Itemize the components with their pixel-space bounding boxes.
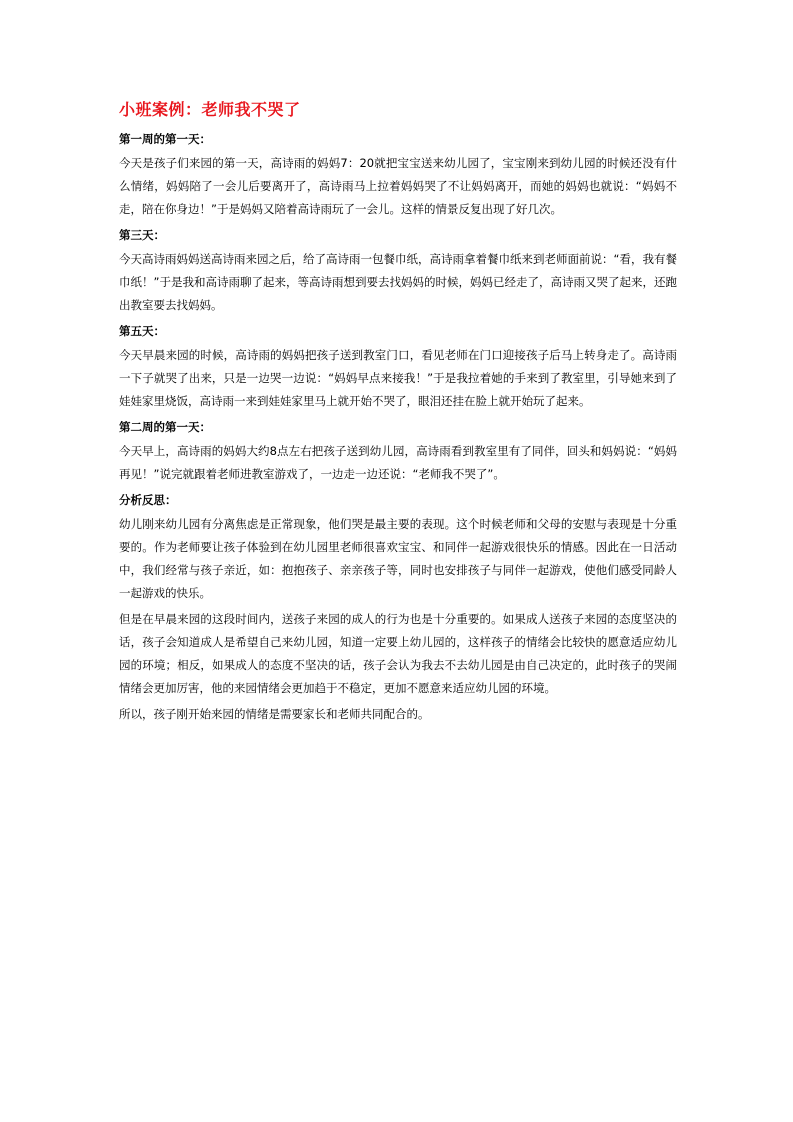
section-heading: 第五天： [119,324,165,338]
section-paragraph: 今天是孩子们来园的第一天，高诗雨的妈妈7：20就把宝宝送来幼儿园了，宝宝刚来到幼儿园的时候还没有什么情绪，妈妈陪了一会儿后要离开了，高诗雨马上拉着妈妈哭了不让妈妈离开，而她的妈妈也就说：“妈妈不走，陪在你身边！”于是妈妈又陪着高诗雨玩了一会儿。这样的情景反复出现了好几次。 [119,156,677,216]
document-title: 小班案例：老师我不哭了 [119,100,301,119]
section-paragraph: 所以，孩子刚开始来园的情绪是需要家长和老师共同配合的。 [119,707,430,721]
section-paragraph: 今天早上，高诗雨的妈妈大约8点左右把孩子送到幼儿园，高诗雨看到教室里有了同伴，回头和妈妈说：“妈妈再见！”说完就跟着老师进教室游戏了，一边走一边还说：“老师我不哭了”。 [119,444,677,481]
section-heading: 分析反思： [119,493,177,507]
document-page [119,96,677,729]
section-reflection [119,489,677,726]
section-paragraph: 幼儿刚来幼儿园有分离焦虑是正常现象，他们哭是最主要的表现。这个时候老师和父母的安慰与表现是十分重要的。作为老师要让孩子体验到在幼儿园里老师很喜欢宝宝、和同伴一起游戏很快乐的情感。因此在一日活动中，我们经常与孩子亲近，如：抱抱孩子、亲亲孩子等，同时也安排孩子与同伴一起游戏，使他们感受同龄人一起游戏的快乐。 [119,517,677,600]
section-paragraph: 今天早晨来园的时候，高诗雨的妈妈把孩子送到教室门口，看见老师在门口迎接孩子后马上转身走了。高诗雨一下子就哭了出来，只是一边哭一边说：“妈妈早点来接我！”于是我拉着她的手来到了教室里，引导她来到了娃娃家里烧饭，高诗雨一来到娃娃家里马上就开始不哭了，眼泪还挂在脸上就开始玩了起来。 [119,348,677,408]
section-day5 [119,320,677,413]
section-heading: 第二周的第一天： [119,420,211,434]
section-day3 [119,224,677,317]
section-paragraph: 今天高诗雨妈妈送高诗雨来园之后，给了高诗雨一包餐巾纸，高诗雨拿着餐巾纸来到老师面前说：“看，我有餐巾纸！”于是我和高诗雨聊了起来，等高诗雨想到要去找妈妈的时候，妈妈已经走了，高诗雨又哭了起来，还跑出教室要去找妈妈。 [119,252,677,312]
section-week1-day1 [119,128,677,221]
section-week2-day1 [119,416,677,486]
section-heading: 第一周的第一天： [119,132,211,146]
section-heading: 第三天： [119,228,165,242]
section-paragraph: 但是在早晨来园的这段时间内，送孩子来园的成人的行为也是十分重要的。如果成人送孩子来园的态度坚决的话，孩子会知道成人是希望自己来幼儿园，知道一定要上幼儿园的，这样孩子的情绪会比较快的愿意适应幼儿园的环境；相反，如果成人的态度不坚决的话，孩子会认为我去不去幼儿园是由自己决定的，此时孩子的哭闹情绪会更加厉害，他的来园情绪会更加趋于不稳定，更加不愿意来适应幼儿园的环境。 [119,612,677,695]
